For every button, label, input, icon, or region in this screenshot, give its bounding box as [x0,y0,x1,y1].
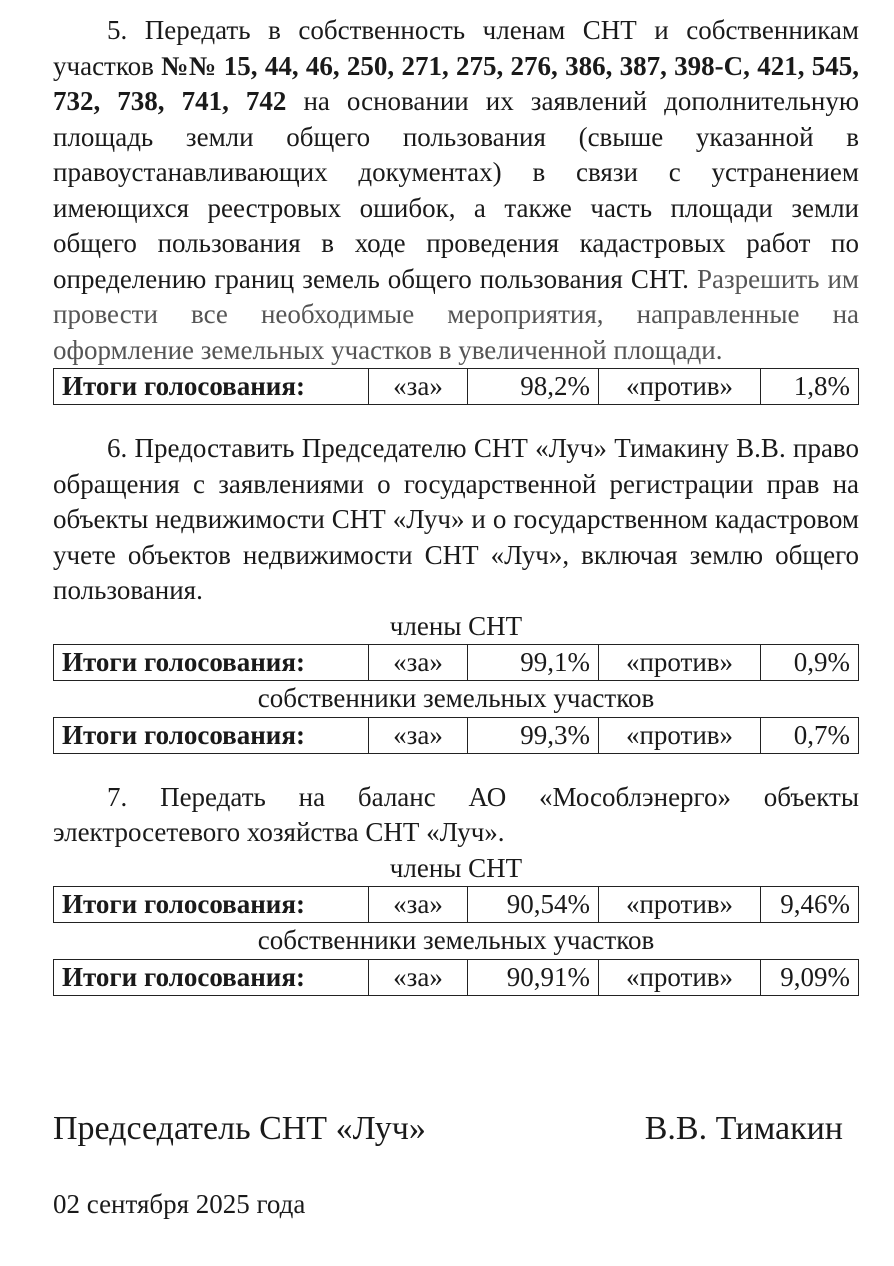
votes-label: Итоги голосования: [54,645,369,681]
document-date: 02 сентября 2025 года [53,1189,306,1219]
plot-numbers: №№ 15, 44, 46, 250, 271, 275, 276, 386, 387, 398-С, 421, 545, 732, 738, 741, 742 [53,50,859,116]
table-row [54,887,859,923]
item-7-members-caption: члены СНТ [389,852,523,883]
item-7-members-votes-table [53,886,859,923]
za-value: 90,54% [468,887,599,923]
item-5-votes-table [53,368,859,405]
protiv-label: «против» [599,717,761,753]
za-label: «за» [369,645,468,681]
protiv-label: «против» [599,959,761,995]
protiv-value: 9,46% [761,887,859,923]
protiv-value: 9,09% [761,959,859,995]
za-value: 90,91% [468,959,599,995]
table-row [54,717,859,753]
protiv-label: «против» [599,645,761,681]
protiv-label: «против» [599,369,761,405]
item-7-text: 7. Передать на баланс АО «Мособлэнерго» объекты электросетевого хозяйства СНТ «Луч». [53,781,859,847]
votes-label: Итоги голосования: [54,887,369,923]
item-6-members-votes-table [53,644,859,681]
za-label: «за» [369,717,468,753]
protiv-value: 0,9% [761,645,859,681]
table-row [54,369,859,405]
table-row [54,645,859,681]
votes-label: Итоги голосования: [54,717,369,753]
signature-title: Председатель СНТ «Луч» [53,1110,426,1147]
votes-label: Итоги голосования: [54,369,369,405]
za-value: 98,2% [468,369,599,405]
signature-name: В.В. Тимакин [644,1110,843,1147]
table-row [54,959,859,995]
item-7-owners-caption: собственники земельных участков [257,925,655,955]
za-label: «за» [369,369,468,405]
protiv-label: «против» [599,887,761,923]
item-6-owners-votes-table [53,717,859,754]
za-label: «за» [369,887,468,923]
document-body [53,13,859,996]
protiv-value: 0,7% [761,717,859,753]
za-value: 99,1% [468,645,599,681]
protiv-value: 1,8% [761,369,859,405]
item-6-owners-caption: собственники земельных участков [257,683,655,713]
signature-block [53,1108,843,1150]
votes-label: Итоги голосования: [54,959,369,995]
item-6-text: 6. Предоставить Председателю СНТ «Луч» Тимакину В.В. право обращения с заявлениями о государственной регистрации прав на объекты недвижимости СНТ «Луч» и о государственном кадастровом учете объектов недвижимости СНТ «Луч», включая землю общего пользования. [53,433,859,605]
item-7-owners-votes-table [53,959,859,996]
za-label: «за» [369,959,468,995]
item-6-members-caption: члены СНТ [389,610,523,641]
item-5-text: 5. Передать в собственность членам СНТ и собственникам участков №№ 15, 44, 46, 250, 271, 275, 276, 386, 387, 398-С, 421, 545, 732, 738, 741, 742 на основании их заявлений дополнительную площадь земли общего пользования (свыше указанной в правоустанавливающих документах) в связи с устранением имеющихся реестровых ошибок, а также часть площади земли общего пользования в ходе проведения кадастровых работ по определению границ земель общего пользования СНТ. Разрешить им провести все необходимые мероприятия, направленные на оформление земельных участков в увеличенной площади. [53,15,859,365]
za-value: 99,3% [468,717,599,753]
